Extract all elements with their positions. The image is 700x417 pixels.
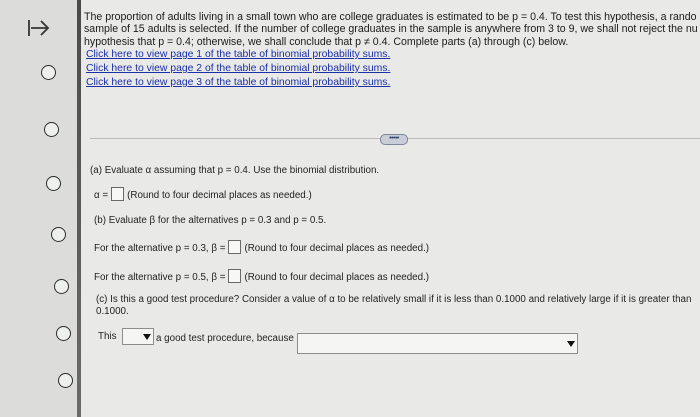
radio-option-7[interactable]: [58, 373, 73, 388]
chevron-down-icon: [143, 334, 151, 340]
radio-option-4[interactable]: [51, 227, 66, 242]
reason-dropdown[interactable]: [297, 333, 578, 354]
beta-alt1-label: For the alternative p = 0.3, β =: [94, 243, 226, 254]
is-is-not-dropdown[interactable]: [122, 328, 154, 345]
part-c-question: (c) Is this a good test procedure? Consider a value of α to be relatively small if it is less than 0.1000 and relatively large if it is greater than: [96, 294, 692, 305]
chevron-down-icon: [567, 341, 575, 347]
question-sidebar: [0, 0, 78, 417]
part-a-row: [94, 187, 312, 201]
radio-option-3[interactable]: [46, 176, 61, 191]
jump-to-icon[interactable]: [27, 18, 51, 38]
rounding-note: (Round to four decimal places as needed.): [127, 190, 312, 201]
part-b-alt1-row: [94, 240, 429, 254]
part-a-heading: (a) Evaluate α assuming that p = 0.4. Use the binomial distribution.: [90, 165, 380, 176]
table-link-page-3[interactable]: Click here to view page 3 of the table of binomial probability sums.: [86, 77, 391, 88]
beta-alt2-label: For the alternative p = 0.5, β =: [94, 272, 226, 283]
part-c-prefix: This: [98, 331, 117, 342]
rounding-note: (Round to four decimal places as needed.): [244, 272, 430, 283]
expand-button[interactable]: •••••: [380, 134, 408, 145]
alpha-input[interactable]: [111, 187, 124, 201]
part-c-middle: a good test procedure, because: [156, 333, 294, 344]
radio-option-2[interactable]: [44, 122, 59, 137]
part-c-question-cont: 0.1000.: [96, 306, 129, 317]
beta-alt2-input[interactable]: [228, 269, 241, 283]
part-b-alt2-row: [94, 269, 429, 283]
problem-line: hypothesis that p = 0.4; otherwise, we shall conclude that p ≠ 0.4. Complete parts (a) through (c) below.: [84, 35, 569, 48]
scrollbar[interactable]: [77, 0, 81, 417]
radio-option-6[interactable]: [56, 326, 71, 341]
table-link-page-2[interactable]: Click here to view page 2 of the table of binomial probability sums.: [86, 63, 391, 74]
rounding-note: (Round to four decimal places as needed.): [244, 243, 430, 254]
beta-alt1-input[interactable]: [228, 240, 241, 254]
problem-line: sample of 15 adults is selected. If the number of college graduates in the sample is anywhere from 3 to 9, we shall not reject the nu: [84, 23, 698, 36]
problem-statement: [84, 11, 700, 48]
problem-line: The proportion of adults living in a small town who are college graduates is estimated to be p = 0.4. To test this hypothesis, a rando: [84, 11, 697, 23]
radio-option-1[interactable]: [41, 65, 56, 80]
radio-option-5[interactable]: [54, 279, 69, 294]
table-link-page-1[interactable]: Click here to view page 1 of the table of binomial probability sums.: [86, 49, 391, 60]
part-b-heading: (b) Evaluate β for the alternatives p = 0.3 and p = 0.5.: [94, 215, 327, 226]
alpha-label: α =: [94, 190, 109, 201]
question-content: [84, 0, 700, 417]
